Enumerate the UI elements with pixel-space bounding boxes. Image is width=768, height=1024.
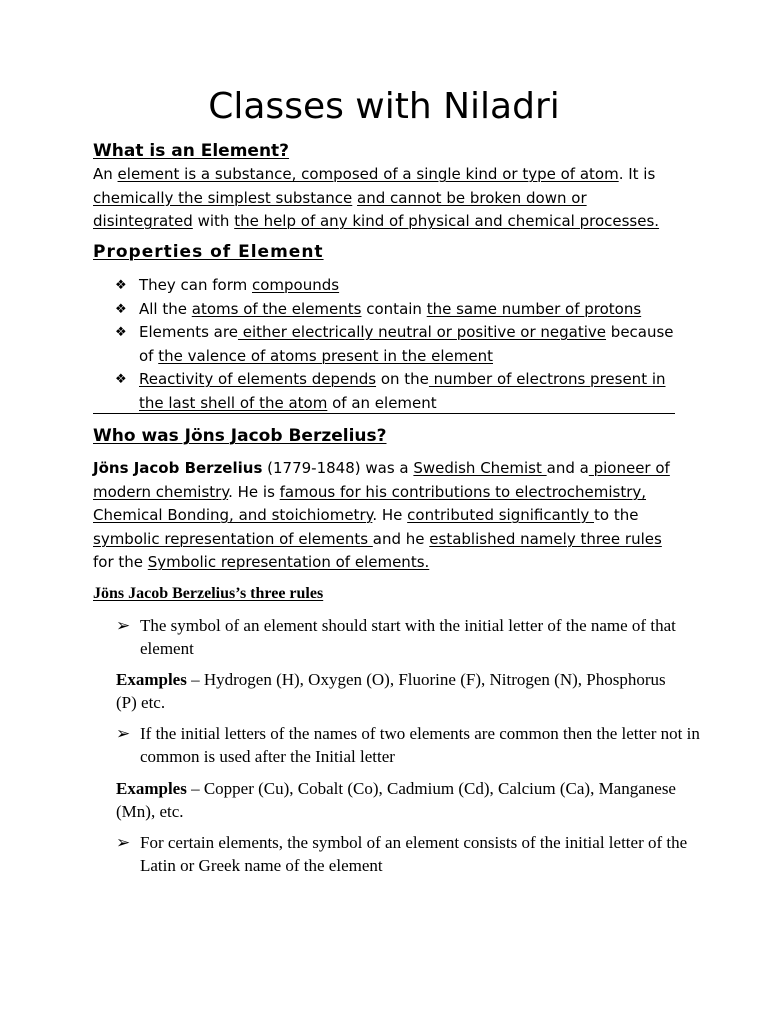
rule-item-1	[116, 615, 700, 660]
underlined-text: Symbolic representation of elements.	[147, 553, 430, 571]
underlined-text: number of electrons present in the last shell of the atom	[139, 370, 666, 412]
diamond-bullet-icon: ❖	[115, 372, 127, 387]
rules-heading: Jöns Jacob Berzelius’s three rules	[93, 585, 324, 602]
arrow-bullet-icon: ➢	[116, 616, 131, 635]
underlined-text: famous for his contributions to electrochemistry, Chemical Bonding, and stoichiometry	[93, 482, 647, 524]
rule-text: The symbol of an element should start with the initial letter of the name of that element	[140, 616, 676, 658]
diamond-bullet-icon: ❖	[115, 325, 127, 340]
text-run: . He	[372, 506, 408, 524]
examples-label: Examples	[116, 670, 187, 689]
text-run: to the	[594, 506, 639, 524]
arrow-bullet-icon: ➢	[116, 833, 131, 852]
list-item	[115, 368, 675, 415]
underlined-text: Reactivity of elements depends	[139, 370, 377, 388]
properties-list	[115, 274, 675, 415]
list-item	[115, 298, 675, 322]
underlined-text: compounds	[252, 276, 340, 294]
page-title: Classes with Niladri	[208, 86, 560, 127]
arrow-bullet-icon: ➢	[116, 724, 131, 743]
examples-text: – Hydrogen (H), Oxygen (O), Fluorine (F), Nitrogen (N), Phosphorus (P) etc.	[116, 670, 666, 712]
section-heading-element: What is an Element?	[93, 141, 290, 161]
examples-text: – Copper (Cu), Cobalt (Co), Cadmium (Cd), Calcium (Ca), Manganese (Mn), etc.	[116, 779, 676, 821]
rule-item-3	[116, 832, 700, 877]
underlined-text: element is a substance, composed of a single kind or type of atom	[117, 165, 619, 183]
list-item	[115, 274, 675, 298]
text-run: . It is	[618, 165, 656, 183]
text-run: and he	[372, 529, 430, 548]
list-item-text	[139, 323, 674, 365]
underlined-text: the same number of protons	[426, 299, 642, 318]
underlined-text: symbolic representation of elements	[93, 529, 373, 548]
list-item-text	[139, 370, 666, 412]
text-run: on the	[376, 370, 429, 388]
berzelius-paragraph	[93, 457, 683, 575]
underlined-text: pioneer of modern chemistry	[93, 459, 670, 501]
rule-text: If the initial letters of the names of two elements are common then the letter not in common is used after the Initial letter	[140, 724, 700, 766]
underlined-text: contributed significantly	[407, 506, 595, 524]
text-run: for the	[93, 553, 148, 571]
text-run: contain	[361, 299, 427, 318]
list-item	[115, 321, 675, 368]
underlined-text: chemically the simplest substance	[93, 188, 353, 207]
underlined-text: atoms of the elements	[191, 299, 362, 318]
underlined-text: the valence of atoms present in the element	[158, 346, 493, 365]
bold-text: Jöns Jacob Berzelius	[93, 459, 263, 477]
text-run: with	[192, 212, 235, 230]
section-heading-properties: Properties of Element	[93, 242, 324, 262]
list-item-text	[139, 300, 641, 318]
text-run: An	[93, 165, 118, 183]
text-run: They can form	[139, 276, 252, 294]
underlined-text: established namely three rules	[429, 529, 662, 548]
text-run: All the	[139, 299, 192, 318]
examples-label: Examples	[116, 779, 187, 798]
text-run: because of	[139, 323, 674, 365]
examples-2	[116, 778, 676, 823]
text-run: (1779-1848) was a	[262, 459, 414, 477]
text-run: of an element	[327, 393, 437, 412]
underlined-text: and cannot be broken down or disintegrated	[93, 188, 587, 230]
diamond-bullet-icon: ❖	[115, 301, 127, 317]
diamond-bullet-icon: ❖	[115, 278, 127, 293]
element-definition-paragraph	[93, 163, 683, 234]
section-heading-berzelius: Who was Jöns Jacob Berzelius?	[93, 426, 387, 446]
underlined-text: the help of any kind of physical and chemical processes.	[234, 212, 660, 230]
rule-item-2	[116, 723, 700, 768]
rule-text: For certain elements, the symbol of an element consists of the initial letter of the Latin or Greek name of the element	[140, 833, 688, 875]
text-run: and a	[546, 459, 589, 477]
horizontal-divider	[93, 413, 675, 414]
text-run: . He is	[228, 482, 280, 501]
list-item-text	[139, 276, 339, 294]
examples-1	[116, 669, 676, 714]
underlined-text: either electrically neutral or positive or negative	[237, 323, 607, 341]
underlined-text: Swedish Chemist	[413, 459, 547, 477]
text-run: Elements are	[139, 323, 238, 341]
